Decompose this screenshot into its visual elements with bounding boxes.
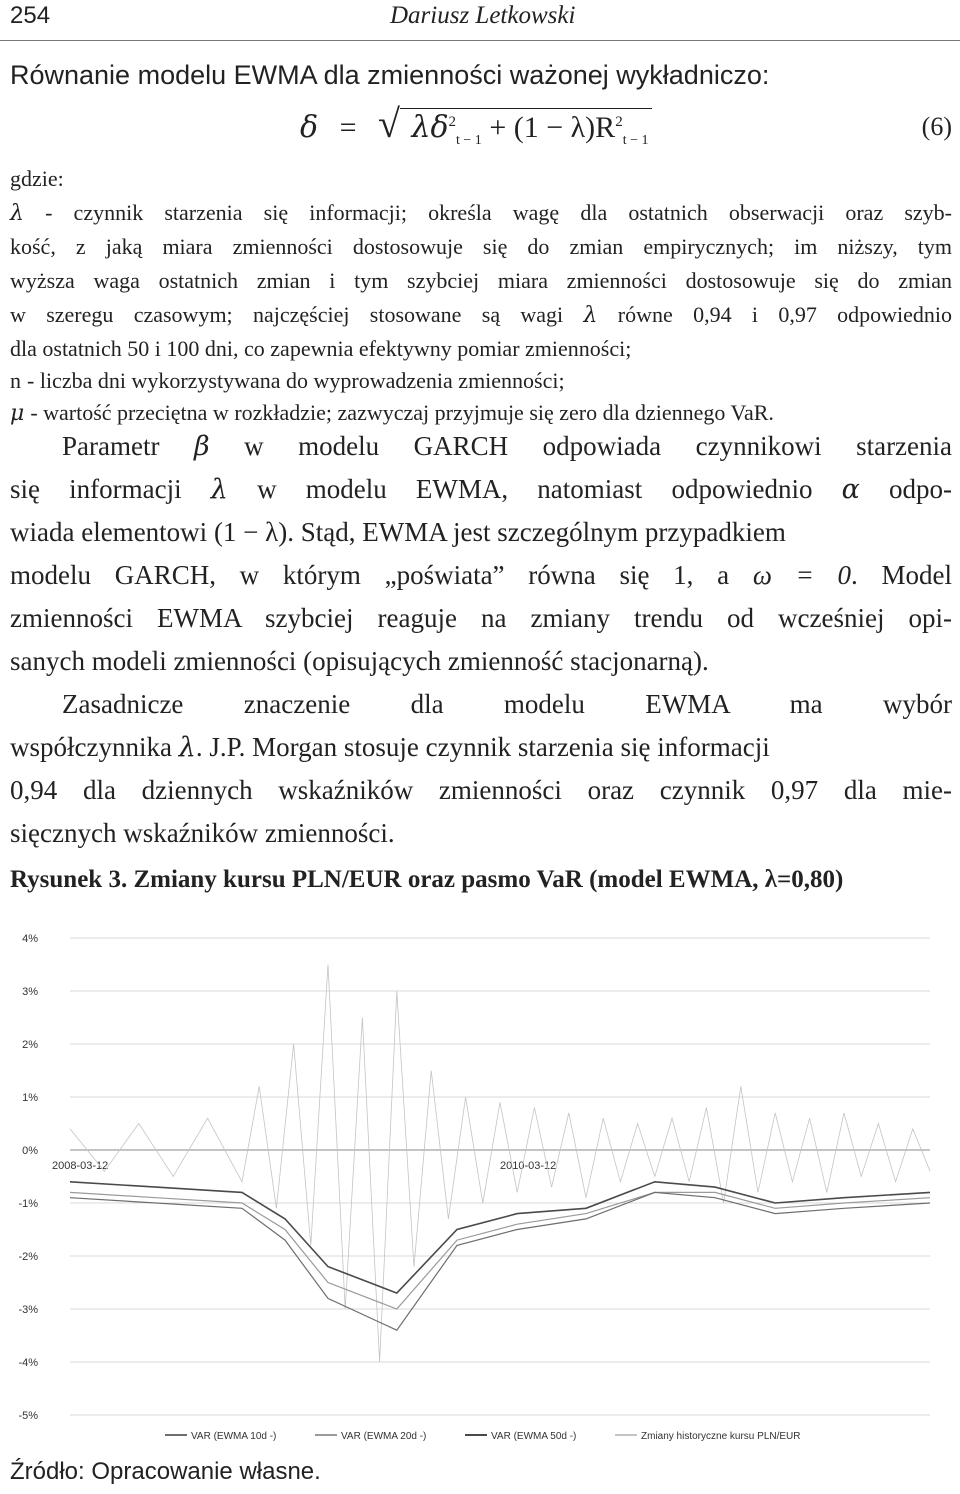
omega-equals-zero: ω = 0 <box>752 560 852 590</box>
legend-label: VAR (EWMA 10d -) <box>191 1431 277 1442</box>
para1-text4b: . Model <box>851 560 953 590</box>
figure-source: Źródło: Opracowanie własne. <box>10 1458 321 1485</box>
def-lambda-text4b: równe 0,94 i 0,97 odpowiednio <box>617 302 953 327</box>
chart-y-axis <box>18 933 38 1422</box>
y-tick-label: 1% <box>22 1092 38 1104</box>
beta-symbol: β <box>193 431 210 462</box>
figure-title: Rysunek 3. Zmiany kursu PLN/EUR oraz pasmo VaR (model EWMA, λ=0,80) <box>10 866 844 893</box>
x-tick-label: 2008-03-12 <box>52 1160 109 1172</box>
y-tick-label: 0% <box>22 1145 38 1157</box>
eq-sup1: 2 <box>448 114 457 130</box>
eq-sub1: t − 1 <box>456 133 482 148</box>
def-lambda-text1: - czynnik starzenia się informacji; określa wagę dla ostatnich obserwacji oraz szyb- <box>45 200 952 225</box>
para1-line5: zmienności EWMA szybciej reaguje na zmiany trendu od wcześniej opi- <box>10 603 952 633</box>
page-number: 254 <box>10 2 51 29</box>
para1-text2b: w modelu EWMA, natomiast odpowiednio <box>257 474 813 504</box>
def-n-text: - liczba dni wykorzystywana do wyprowadzenia zmienności; <box>27 368 565 393</box>
var-chart <box>0 905 960 1450</box>
eq-sqrt: √ <box>377 101 400 146</box>
y-tick-label: 3% <box>22 986 38 998</box>
eq-term2: + (1 − λ)R <box>489 111 616 144</box>
eq-equals: = <box>339 111 357 144</box>
eq-lhs: δ <box>300 110 319 145</box>
n-symbol: n <box>10 368 21 393</box>
running-header-author: Dariusz Letkowski <box>390 2 576 29</box>
para1-line2 <box>10 468 952 511</box>
where-label: gdzie: <box>10 166 64 191</box>
para1-line3 <box>10 511 952 554</box>
eq-sup2: 2 <box>615 114 623 130</box>
y-tick-label: 2% <box>22 1039 38 1051</box>
para1-text1b: w modelu GARCH odpowiada czynnikowi starzenia <box>244 431 953 461</box>
def-lambda-text4a: w szeregu czasowym; najczęściej stosowane są wagi <box>10 302 564 327</box>
def-lambda-line2: kość, z jaką miara zmienności dostosowuje się do zmian empirycznych; im niższy, tym <box>10 234 952 259</box>
y-tick-label: -3% <box>18 1304 38 1316</box>
chart-legend <box>165 1431 801 1442</box>
y-tick-label: -5% <box>18 1410 38 1422</box>
series-line <box>70 1182 930 1293</box>
y-tick-label: 4% <box>22 933 38 945</box>
header-rule <box>0 40 960 41</box>
eq-radicand <box>400 108 653 148</box>
lambda-symbol-para2: λ <box>178 732 196 763</box>
eq-term1: λδ <box>411 110 449 145</box>
para1-line1 <box>10 425 952 468</box>
para2-text2a: współczynnika <box>10 732 172 762</box>
equation-6 <box>300 100 652 149</box>
mu-symbol: μ <box>10 401 25 426</box>
para1-text1a: Parametr <box>62 431 160 461</box>
legend-label: VAR (EWMA 20d -) <box>341 1431 427 1442</box>
alpha-symbol: α <box>841 474 860 505</box>
legend-label: Zmiany historyczne kursu PLN/EUR <box>641 1431 801 1442</box>
series-line <box>70 1192 930 1330</box>
para2-text2b: . J.P. Morgan stosuje czynnik starzenia się informacji <box>195 732 770 762</box>
def-lambda-line3: wyższa waga ostatnich zmian i tym szybciej miara zmienności dostosowuje się do zmian <box>10 268 952 293</box>
para1-line6: sanych modeli zmienności (opisujących zmienność stacjonarną). <box>10 646 709 676</box>
lambda-symbol: λ <box>10 201 24 226</box>
y-tick-label: -4% <box>18 1357 38 1369</box>
para1-text2c: odpo- <box>889 474 953 504</box>
section-heading: Równanie modelu EWMA dla zmienności ważonej wykładniczo: <box>10 60 770 90</box>
para1-text3a: wiada elementowi <box>10 517 208 547</box>
y-tick-label: -1% <box>18 1198 38 1210</box>
lambda-symbol-inline: λ <box>583 303 598 328</box>
para2-line4: sięcznych wskaźników zmienności. <box>10 818 395 848</box>
para1-text2a: się informacji <box>10 474 182 504</box>
def-lambda-line5: dla ostatnich 50 i 100 dni, co zapewnia efektywny pomiar zmienności; <box>10 336 632 361</box>
legend-label: VAR (EWMA 50d -) <box>491 1431 577 1442</box>
para2-line2 <box>10 726 952 769</box>
y-tick-label: -2% <box>18 1251 38 1263</box>
lambda-symbol-para1: λ <box>210 474 228 505</box>
eq-sub2: t − 1 <box>622 133 649 148</box>
para2-line3: 0,94 dla dziennych wskaźników zmienności oraz czynnik 0,97 dla mie- <box>10 775 952 805</box>
def-mu-text: - wartość przeciętna w rozkładzie; zazwyczaj przyjmuje się zero dla dziennego VaR. <box>30 400 774 425</box>
one-minus-lambda: (1 − λ) <box>213 517 288 547</box>
para1-line4 <box>10 554 952 597</box>
x-tick-label: 2010-03-12 <box>500 1160 557 1172</box>
series-line <box>70 1192 930 1309</box>
para1-text4a: modelu GARCH, w którym „poświata” równa się 1, a <box>10 560 730 590</box>
para1-text3b: . Stąd, EWMA jest szczególnym przypadkiem <box>287 517 786 547</box>
para2-line1: Zasadnicze znaczenie dla modelu EWMA ma wybór <box>62 689 952 719</box>
chart-gridlines <box>70 938 930 1415</box>
def-lambda-line1 <box>10 196 952 231</box>
def-lambda-line4 <box>10 298 952 333</box>
equation-number: (6) <box>921 112 952 141</box>
def-n <box>10 364 952 398</box>
